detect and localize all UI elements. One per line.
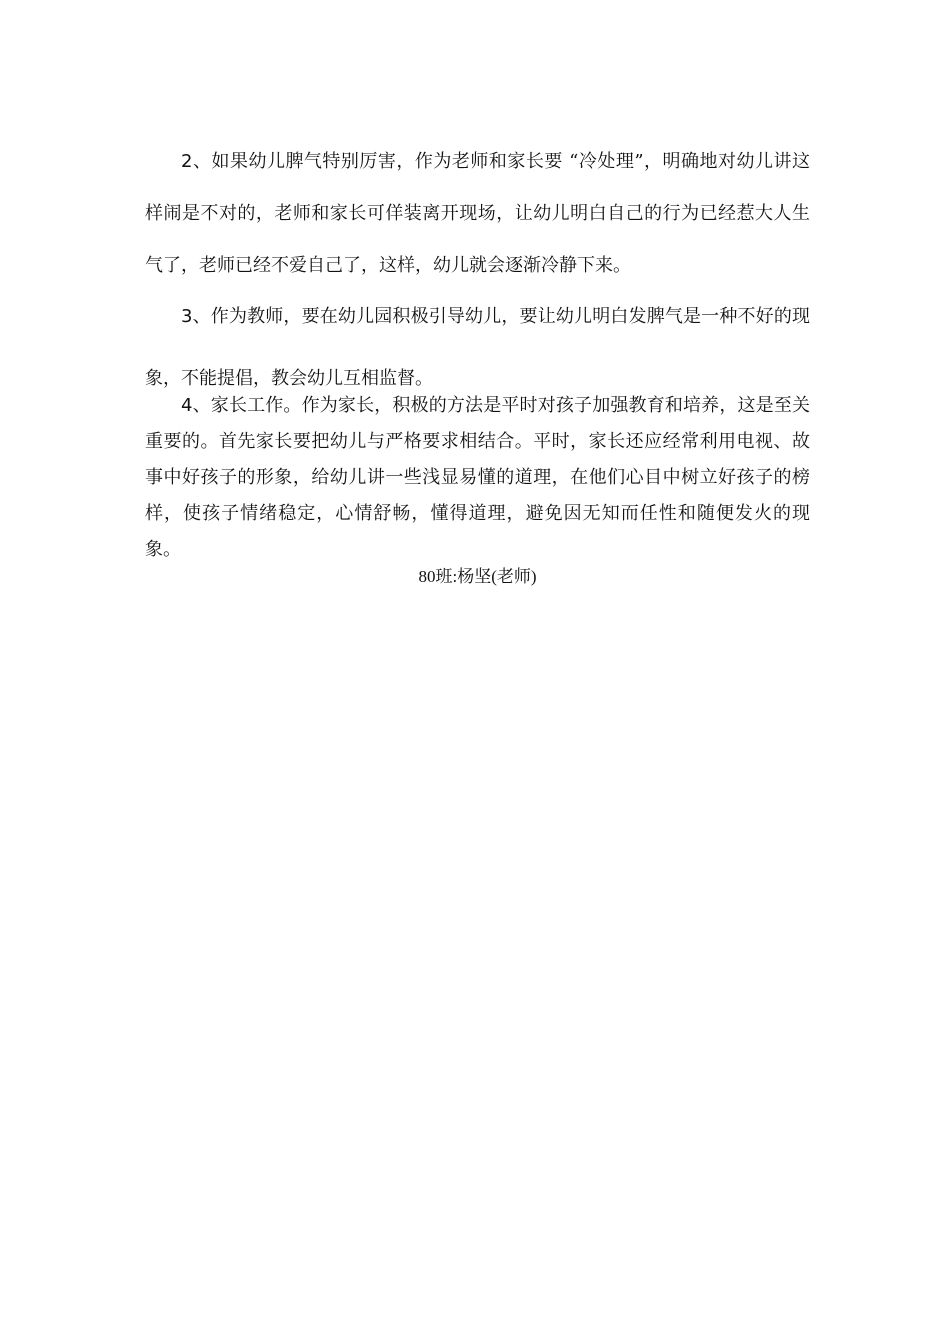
paragraph-number: 4 [181, 395, 193, 416]
paragraph-text: 、作为教师，要在幼儿园积极引导幼儿，要让幼儿明白发脾气是一种不好的现象，不能提倡，教会幼儿互相监督。 [145, 306, 810, 389]
paragraph-number: 3 [181, 306, 193, 327]
author-signature: 80班:杨坚(老师) [418, 567, 537, 586]
paragraph-4 [145, 388, 810, 568]
paragraph-text: 、家长工作。作为家长，积极的方法是平时对孩子加强教育和培养，这是至关重要的。首先家长要把幼儿与严格要求相结合。平时，家长还应经常利用电视、故事中好孩子的形象，给幼儿讲一些浅显易懂的道理，在他们心目中树立好孩子的榜样，使孩子情绪稳定，心情舒畅，懂得道理，避免因无知而任性和随便发火的现象。 [145, 395, 810, 560]
paragraph-2 [145, 136, 810, 292]
paragraph-number: 2 [181, 151, 193, 172]
paragraph-text: 、如果幼儿脾气特别厉害，作为老师和家长要 “冷处理”，明确地对幼儿讲这样闹是不对的，老师和家长可佯装离开现场，让幼儿明白自己的行为已经惹大人生气了，老师已经不爱自己了，这样，幼儿就会逐渐冷静下来。 [145, 151, 810, 276]
